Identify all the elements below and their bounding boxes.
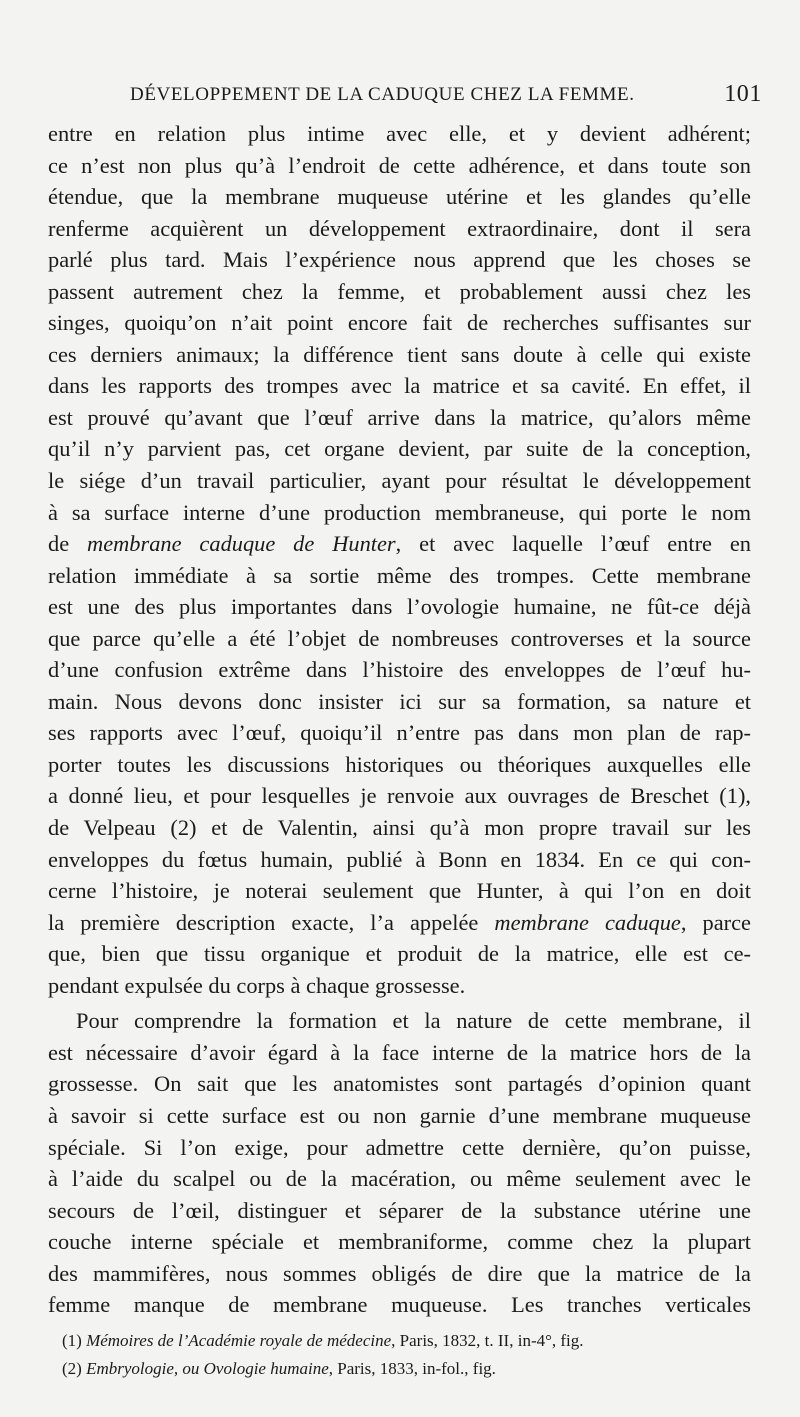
paragraph-1 [48,118,751,1001]
text-line: ce n’est non plus qu’à l’endroit de cette adhérence, et dans toute son [48,152,751,178]
footnotes [62,1327,752,1383]
text-line: a donné lieu, et pour lesquelles je renvoie aux ouvrages de Breschet (1), [48,783,751,809]
main-text [48,118,751,1321]
text-line: le siége d’un travail particulier, ayant pour résultat le développement [48,468,751,494]
text-line: ses rapports avec l’œuf, quoiqu’il n’entre pas dans mon plan de rap- [48,720,751,746]
text-line: à l’aide du scalpel ou de la macération, ou même seulement avec le [48,1166,751,1192]
footnote-details: , Paris, 1833, in-fol., fig. [328,1359,496,1378]
text-line: grossesse. On sait que les anatomistes sont partagés d’opinion quant [48,1071,751,1097]
text-line: passent autrement chez la femme, et probablement aussi chez les [48,278,751,304]
text-line [48,528,751,560]
text-line: main. Nous devons donc insister ici sur sa formation, sa nature et [48,688,751,714]
text-line: renferme acquièrent un développement extraordinaire, dont il sera [48,215,751,241]
text-line: secours de l’œil, distinguer et séparer de la substance utérine une [48,1197,751,1223]
running-header [130,81,762,114]
text-line: est nécessaire d’avoir égard à la face interne de la matrice hors de la [48,1039,751,1065]
text-fragment: , et avec laquelle l’œuf entre en [395,531,751,557]
text-line: porter toutes les discussions historiques ou théoriques auxquelles elle [48,751,751,777]
text-line: enveloppes du fœtus humain, publié à Bonn en 1834. En ce qui con- [48,846,751,872]
text-line: est prouvé qu’avant que l’œuf arrive dans la matrice, qu’alors même [48,404,751,430]
text-line: relation immédiate à sa sortie même des trompes. Cette membrane [48,562,751,588]
text-line: d’une confusion extrême dans l’histoire des enveloppes de l’œuf hu- [48,657,751,683]
footnote-title: Embryologie, ou Ovologie humaine [86,1359,329,1378]
footnote-marker: (1) [62,1331,82,1350]
text-line: singes, quoiqu’on n’ait point encore fait de recherches suffisantes sur [48,310,751,336]
running-title: DÉVELOPPEMENT DE LA CADUQUE CHEZ LA FEMME. [130,84,635,105]
text-line [48,907,751,939]
text-line: qu’il n’y parvient pas, cet organe devient, par suite de la conception, [48,436,751,462]
text-line: que, bien que tissu organique et produit de la matrice, elle est ce- [48,941,751,967]
text-line: cerne l’histoire, je noterai seulement que Hunter, à qui l’on en doit [48,878,751,904]
text-line: spéciale. Si l’on exige, pour admettre cette dernière, qu’on puisse, [48,1134,751,1160]
text-line: pendant expulsée du corps à chaque grossesse. [48,972,466,998]
footnote [62,1327,752,1355]
italic-term: membrane caduque de Hunter [87,531,396,557]
footnote-marker: (2) [62,1359,82,1378]
page-number: 101 [724,81,762,107]
text-line: couche interne spéciale et membraniforme, comme chez la plupart [48,1229,751,1255]
text-fragment: de [48,531,88,557]
italic-term: membrane caduque [494,909,681,935]
footnote-details: , Paris, 1832, t. II, in-4°, fig. [391,1331,584,1350]
text-line: que parce qu’elle a été l’objet de nombreuses controverses et la source [48,625,751,651]
text-line: de Velpeau (2) et de Valentin, ainsi qu’à mon propre travail sur les [48,815,751,841]
paragraph-2 [48,1005,751,1320]
text-line: étendue, que la membrane muqueuse utérine et les glandes qu’elle [48,184,751,210]
text-line: ces derniers animaux; la différence tient sans doute à celle qui existe [48,341,751,367]
footnote [62,1355,752,1383]
footnote-title: Mémoires de l’Académie royale de médecine [86,1331,392,1350]
text-line: Pour comprendre la formation et la nature de cette membrane, il [76,1008,751,1034]
text-fragment: la première description exacte, l’a appelée [48,909,495,935]
text-line: entre en relation plus intime avec elle, et y devient adhérent; [48,121,751,146]
text-line: femme manque de membrane muqueuse. Les tranches verticales [48,1292,751,1318]
text-line: est une des plus importantes dans l’ovologie humaine, ne fût-ce déjà [48,594,751,620]
text-line: à sa surface interne d’une production membraneuse, qui porte le nom [48,499,751,525]
text-line: dans les rapports des trompes avec la matrice et sa cavité. En effet, il [48,373,751,399]
text-fragment: , parce [680,909,751,935]
text-line: des mammifères, nous sommes obligés de dire que la matrice de la [48,1260,751,1286]
text-line: parlé plus tard. Mais l’expérience nous apprend que les choses se [48,247,751,273]
text-line: à savoir si cette surface est ou non garnie d’une membrane muqueuse [48,1102,751,1128]
